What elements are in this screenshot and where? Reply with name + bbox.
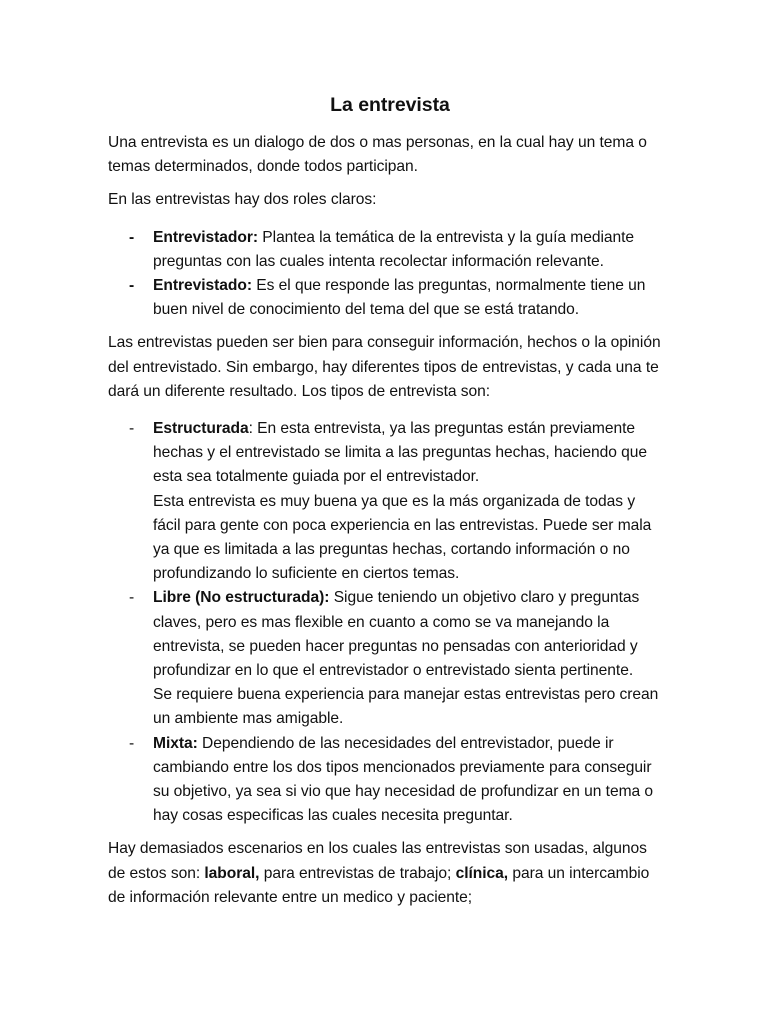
types-list [108,417,664,828]
roles-list [108,226,664,323]
role-description: Plantea la temática de la entrevista y la guía mediante preguntas con las cuales intenta recolectar información relevante. [153,228,635,270]
role-term: Entrevistado: [153,277,252,295]
type-term: Estructurada [153,420,249,438]
list-item [108,226,664,274]
list-item [108,417,664,586]
type-note: Esta entrevista es muy buena ya que es la más organizada de todas y fácil para gente con poca experiencia en las entrevistas. Puede ser mala ya que es limitada a las preguntas hechas, cortando información o no profundizando lo suficiente en ciertos temas. [153,492,652,583]
type-description: Dependiendo de las necesidades del entrevistador, puede ir cambiando entre los dos tipos mencionados previamente para conseguir su objetivo, ya sea si vio que hay necesidad de profundizar en un tema o hay cosas especificas las cuales necesita preguntar. [153,734,654,825]
document-body [108,93,664,919]
list-bullet: - [129,228,135,246]
type-description: : En esta entrevista, ya las preguntas están previamente hechas y el entrevistado se limita a las preguntas hechas, haciendo que esta sea totalmente guiada por el entrevistador. [153,420,648,486]
list-bullet: - [129,589,135,607]
scenarios-paragraph [108,837,664,910]
role-term: Entrevistador: [153,228,259,246]
scenarios-text: para entrevistas de trabajo; [259,864,456,882]
intro-paragraph: Una entrevista es un dialogo de dos o mas personas, en la cual hay un tema o temas determinados, donde todos participan. [108,134,647,176]
scenarios-text: para un intercambio de información relevante entre un medico y paciente; [108,864,650,906]
list-item [108,586,664,731]
page-title: La entrevista [330,94,450,116]
type-term: Libre (No estructurada): [153,589,330,607]
list-bullet: - [129,277,135,295]
type-term: Mixta: [153,734,198,752]
scenario-term-clinica: clínica, [455,864,509,882]
type-description: Sigue teniendo un objetivo claro y preguntas claves, pero es mas flexible en cuanto a como se va manejando la entrevista, se pueden hacer preguntas no pensadas con anterioridad y profundizar en lo que el entrevistador o entrevistado sienta pertinente. [153,589,640,680]
list-bullet: - [129,734,135,752]
list-bullet: - [129,420,135,438]
list-item [108,732,664,829]
types-intro-paragraph: Las entrevistas pueden ser bien para conseguir información, hechos o la opinión del entrevistado. Sin embargo, hay diferentes tipos de entrevistas, y cada una te dará un diferente resultado. Los tipos de entrevista son: [108,334,661,400]
scenarios-text: Hay demasiados escenarios en los cuales las entrevistas son usadas, algunos de estos son: [108,840,647,882]
roles-intro-paragraph: En las entrevistas hay dos roles claros: [108,191,377,209]
role-description: Es el que responde las preguntas, normalmente tiene un buen nivel de conocimiento del tema del que se está tratando. [153,277,646,319]
scenario-term-laboral: laboral, [204,864,260,882]
list-item [108,274,664,322]
type-note: Se requiere buena experiencia para manejar estas entrevistas pero crean un ambiente mas amigable. [153,686,659,728]
